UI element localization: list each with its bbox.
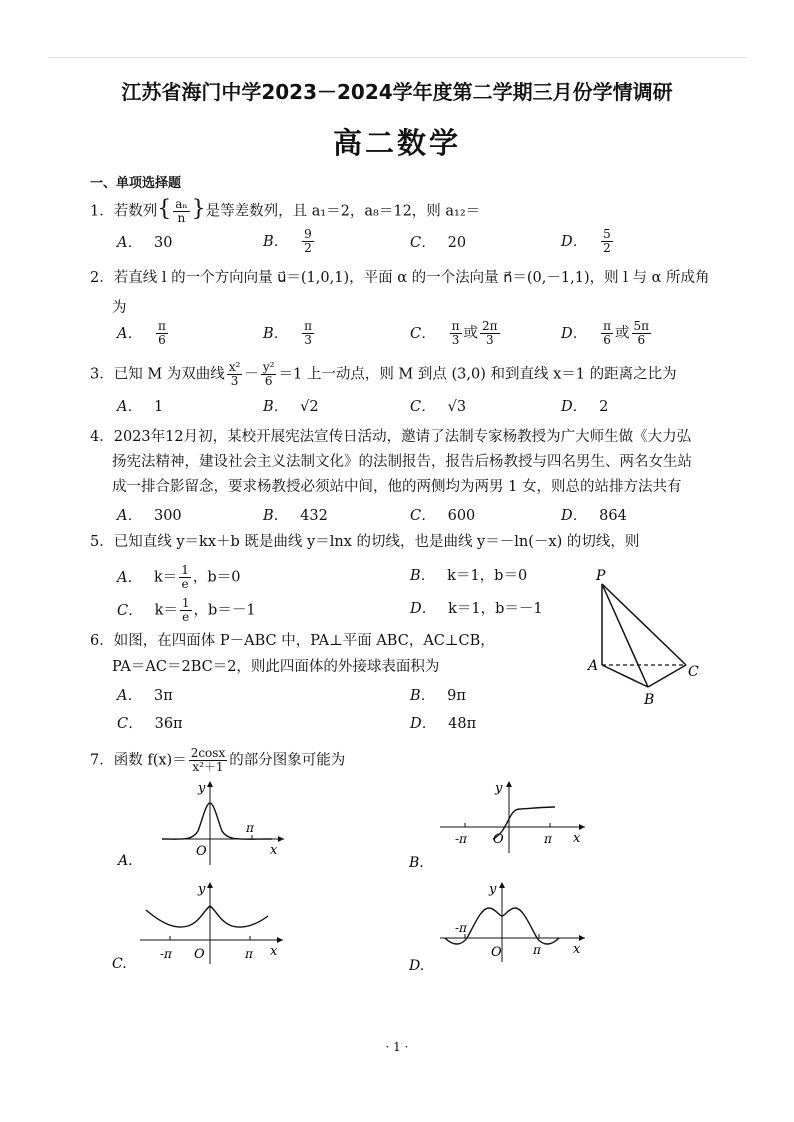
q1-option-c[interactable]: C． 20 (410, 235, 467, 251)
label-C: C (688, 664, 699, 680)
curve (146, 906, 268, 927)
question-1: 1．若数列{ $\frac{\text{aₙ}}{n}$ }是等差数列，且 a₁＝2，a₈＝12，则 a₁₂＝ (90, 196, 481, 225)
y-label: y (198, 781, 206, 796)
section-heading: 一、单项选择题 (90, 176, 182, 191)
origin-label: O (194, 947, 205, 962)
edge-PC (602, 584, 686, 665)
pi-label: π (533, 943, 541, 957)
y-label: y (489, 882, 497, 897)
neg-pi-label: -π (160, 947, 172, 961)
label-A: A (588, 658, 599, 674)
edge-BC (648, 665, 686, 687)
q2-option-a[interactable]: A． $\frac{\pi}{6}$ (117, 319, 166, 347)
graph-a[interactable] (112, 775, 287, 875)
graph-b[interactable] (405, 775, 590, 875)
graph-a-label: A. (118, 853, 133, 869)
q4-option-d[interactable]: D． 864 (561, 508, 627, 524)
q6-option-c[interactable]: C． 36π (117, 716, 183, 732)
question-2-cont: 为 (112, 300, 127, 316)
q5-option-c[interactable]: C． k＝ $\frac{1}{e}$ ，b＝－1 (117, 596, 256, 624)
origin-label: O (196, 844, 207, 859)
q1-option-d[interactable]: D． $\frac{5}{2}$ (561, 227, 611, 255)
neg-pi-label: -π (455, 832, 467, 846)
q2-option-b[interactable]: B． $\frac{\pi}{3}$ (263, 319, 313, 347)
question-7: 7．函数 f(x)＝ $\frac{2\cos x}{\text{x²＋1}}$ 的部分图象可能为 (90, 746, 346, 774)
q5-option-d[interactable]: D． k＝1，b＝－1 (410, 601, 543, 617)
q2-option-d[interactable]: D． $\frac{\pi}{6}$ 或 $\frac{5\pi}{6}$ (561, 319, 650, 347)
q1-option-b[interactable]: B． $\frac{9}{2}$ (263, 227, 312, 255)
q3-option-c[interactable]: C． √3 (410, 399, 467, 415)
x-label: x (573, 831, 581, 846)
subject-title: 高二数学 (332, 126, 461, 160)
pi-label: π (245, 947, 253, 961)
edge-PB (602, 584, 648, 687)
question-4-line3: 成一排合影留念，要求杨教授必须站中间，他的两侧均为两男 1 女，则总的站排方法共有 (112, 479, 682, 495)
q2-option-c[interactable]: C． $\frac{\pi}{3}$ 或 $\frac{2\pi}{3}$ (410, 319, 498, 347)
graph-d[interactable] (405, 876, 590, 976)
y-label: y (198, 882, 206, 897)
question-6-line2: PA＝AC＝2BC＝2，则此四面体的外接球表面积为 (112, 659, 440, 675)
pi-label: π (544, 832, 552, 846)
origin-label: O (493, 832, 504, 847)
q1-option-a[interactable]: A． 30 (117, 235, 173, 251)
edge-AB (602, 665, 648, 687)
graph-c-label: C. (112, 956, 127, 972)
exam-title: 江苏省海门中学2023－2024学年度第二学期三月份学情调研 (121, 80, 673, 104)
q4-option-b[interactable]: B． 432 (263, 508, 328, 524)
q3-option-a[interactable]: A． 1 (117, 399, 164, 415)
graph-c[interactable] (108, 876, 288, 976)
q4-option-c[interactable]: C． 600 (410, 508, 476, 524)
pi-label: π (246, 821, 254, 835)
q5-option-b[interactable]: B． k＝1，b＝0 (410, 568, 528, 584)
page-number: · 1 · (385, 1040, 409, 1054)
neg-pi-label: -π (455, 921, 467, 935)
x-label: x (270, 944, 278, 959)
x-label: x (270, 843, 278, 858)
question-5: 5．已知直线 y＝kx＋b 既是曲线 y＝lnx 的切线，也是曲线 y＝－ln(－x) 的切线，则 (90, 534, 640, 550)
label-P: P (596, 568, 606, 584)
q4-option-a[interactable]: A． 300 (117, 508, 182, 524)
graph-b-label: B. (409, 855, 424, 871)
question-3: 3．已知 M 为双曲线 $\frac{\text{x²}}{3}$ － $\frac{\text{y²}}{6}$ ＝1 上一动点，则 M 到点 (3,0) 和到直线 x＝1 的距离之比为 (90, 360, 677, 388)
label-B: B (644, 692, 655, 708)
q5-option-a[interactable]: A． k＝ $\frac{1}{e}$ ，b＝0 (117, 563, 241, 591)
top-rule (48, 57, 746, 58)
question-4-line2: 扬宪法精神，建设社会主义法制文化》的法制报告，报告后杨教授与四名男生、两名女生站 (112, 454, 692, 470)
question-4: 4．2023年12月初，某校开展宪法宣传日活动，邀请了法制专家杨教授为广大师生做《大力弘 (90, 429, 692, 445)
question-6: 6．如图，在四面体 P－ABC 中，PA⊥平面 ABC，AC⊥CB， (90, 633, 495, 649)
origin-label: O (491, 945, 502, 960)
x-label: x (573, 942, 581, 957)
q6-option-d[interactable]: D． 48π (410, 716, 477, 732)
curve (162, 803, 272, 839)
q6-option-b[interactable]: B． 9π (410, 688, 466, 704)
y-label: y (495, 781, 503, 796)
graph-d-label: D. (409, 958, 425, 974)
q3-option-b[interactable]: B． √2 (263, 399, 319, 415)
q3-option-d[interactable]: D． 2 (561, 399, 609, 415)
question-2: 2．若直线 l 的一个方向向量 u⃗＝(1,0,1)，平面 α 的一个法向量 n⃗＝(0,－1,1)，则 l 与 α 所成角 (90, 270, 710, 286)
tetrahedron-figure (580, 562, 710, 712)
q6-option-a[interactable]: A． 3π (117, 688, 173, 704)
